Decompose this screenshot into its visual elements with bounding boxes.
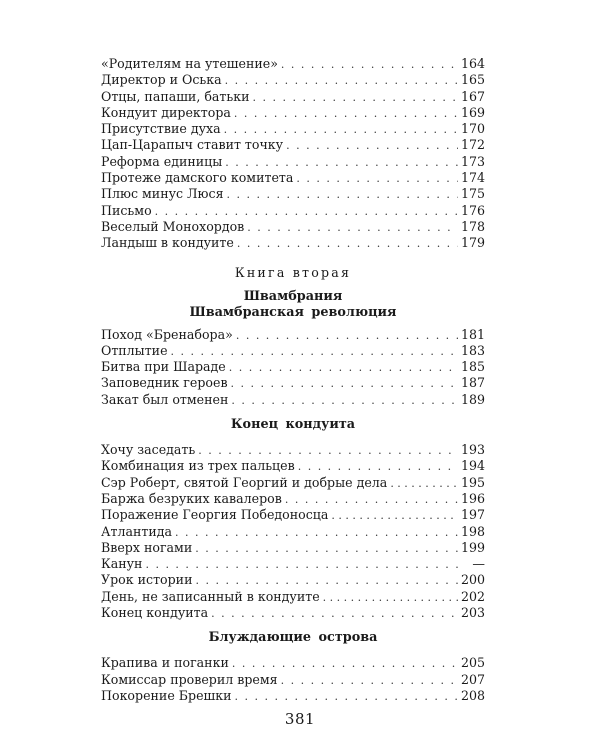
toc-block-1 (101, 56, 485, 252)
dot-leader (236, 328, 458, 343)
dot-leader (237, 236, 458, 251)
toc-entry-page: 164 (460, 56, 485, 71)
dot-leader (285, 492, 458, 507)
toc-entry-page: 175 (460, 186, 485, 202)
toc-entry-page: 198 (460, 523, 485, 539)
toc-entry (101, 507, 485, 523)
part-heading: Швамбрания (243, 288, 343, 304)
dot-leader (390, 476, 458, 491)
toc-entry-page: 183 (460, 342, 485, 358)
dot-leader (323, 590, 458, 605)
dot-leader (298, 459, 458, 474)
spacer (101, 408, 485, 417)
toc-entry-page: 199 (460, 539, 485, 555)
dot-leader (331, 508, 458, 523)
toc-entry (101, 121, 485, 137)
toc-entry-page: 179 (460, 235, 485, 251)
dot-leader (296, 171, 458, 186)
toc-entry (101, 327, 485, 343)
toc-entry-title: Баржа безруких кавалеров (101, 490, 282, 506)
toc-entry-page: 195 (460, 474, 485, 490)
toc-entry-page: 176 (460, 202, 485, 218)
dot-leader (229, 360, 458, 375)
toc-entry (101, 605, 485, 621)
toc-entry-page: 185 (460, 359, 485, 375)
toc-entry-page: 202 (460, 588, 485, 604)
toc-entry-title: Кондуит директора (101, 104, 231, 120)
toc-entry-title: Отплытие (101, 342, 168, 358)
toc-entry-page: 203 (460, 605, 485, 621)
toc-entry (101, 392, 485, 408)
dot-leader (211, 606, 458, 621)
toc-entry-page: 170 (460, 121, 485, 137)
toc-entry-title: Хочу заседать (101, 442, 196, 458)
toc-entry-page: 207 (460, 671, 485, 687)
toc-entry (101, 475, 485, 491)
dot-leader (225, 73, 458, 88)
toc-entry (101, 235, 485, 251)
section-heading: Швамбранская революция (189, 304, 397, 320)
dot-leader (247, 220, 458, 235)
toc-entry (101, 137, 485, 153)
toc-entry-title: Заповедник героев (101, 375, 228, 391)
toc-entry (101, 72, 485, 88)
toc-entry-title: Закат был отменен (101, 391, 229, 407)
dot-leader (224, 122, 458, 137)
toc-entry (101, 540, 485, 556)
toc-entry-title: Сэр Роберт, святой Георгий и добрые дела (101, 474, 388, 490)
toc-section-1 (101, 327, 485, 408)
dot-leader (281, 57, 458, 72)
toc-entry (101, 56, 485, 72)
toc-entry-title: Плюс минус Люся (101, 186, 224, 202)
toc-entry (101, 442, 485, 458)
toc-entry-title: Протеже дамского комитета (101, 170, 294, 186)
spacer (101, 433, 485, 442)
toc-entry (101, 219, 485, 235)
toc-entry-page: 174 (460, 170, 485, 186)
toc-entry-title: Ландыш в кондуите (101, 235, 234, 251)
toc-entry-title: Директор и Оська (101, 72, 222, 88)
toc-entry-page: 169 (460, 104, 485, 120)
dot-leader (232, 656, 458, 671)
dot-leader (171, 344, 458, 359)
toc-entry-page: 200 (460, 572, 485, 588)
toc-section-3 (101, 655, 485, 704)
toc-entry-title: Урок истории (101, 572, 193, 588)
toc-entry-title: Поражение Георгия Победоносца (101, 507, 329, 523)
spacer (101, 646, 485, 655)
toc-entry-page: 193 (460, 442, 485, 458)
toc-entry-title: Вверх ногами (101, 539, 193, 555)
toc-section-2 (101, 442, 485, 621)
toc-entry (101, 359, 485, 375)
toc-entry-page: 173 (460, 153, 485, 169)
toc-entry (101, 154, 485, 170)
section-heading: Конец кондуита (230, 417, 356, 433)
toc-entry-title: Письмо (101, 202, 152, 218)
page-number: 381 (284, 710, 316, 728)
toc-entry-page: 165 (460, 72, 485, 88)
toc-entry (101, 572, 485, 588)
spacer (101, 621, 485, 630)
toc-entry (101, 672, 485, 688)
dot-leader (195, 541, 458, 556)
dot-leader (155, 204, 458, 219)
toc-entry-title: Отцы, папаши, батьки (101, 88, 250, 104)
dot-leader (286, 138, 458, 153)
toc-entry-page: 178 (460, 218, 485, 234)
toc-entry-page: 197 (460, 507, 485, 523)
toc-entry (101, 655, 485, 671)
toc-entry-title: Поход «Бренабора» (101, 326, 233, 342)
dot-leader (253, 90, 458, 105)
toc-entry (101, 375, 485, 391)
dot-leader (198, 443, 458, 458)
dot-leader (225, 155, 458, 170)
toc-entry (101, 203, 485, 219)
toc-entry (101, 170, 485, 186)
toc-entry-page: 187 (460, 375, 485, 391)
dot-leader (231, 393, 458, 408)
table-of-contents (101, 56, 485, 704)
toc-entry (101, 524, 485, 540)
toc-entry (101, 688, 485, 704)
toc-entry-page: 181 (460, 326, 485, 342)
toc-entry-title: Битва при Шараде (101, 359, 226, 375)
toc-entry (101, 589, 485, 605)
toc-entry (101, 491, 485, 507)
toc-entry (101, 458, 485, 474)
toc-entry-title: Комбинация из трех пальцев (101, 458, 295, 474)
toc-entry-page: 167 (460, 88, 485, 104)
toc-entry-title: Цап-Царапыч ставит точку (101, 137, 284, 153)
toc-entry-page: 172 (460, 137, 485, 153)
toc-entry-title: Крапива и поганки (101, 655, 229, 671)
dot-leader (145, 557, 460, 572)
toc-entry (101, 105, 485, 121)
dot-leader (175, 525, 458, 540)
toc-entry-title: Покорение Брешки (101, 687, 232, 703)
dot-leader (234, 106, 458, 121)
toc-entry (101, 89, 485, 105)
dot-leader (227, 187, 458, 202)
toc-entry-title: Присутствие духа (101, 121, 221, 137)
dot-leader (231, 376, 458, 391)
dot-leader (195, 573, 457, 588)
toc-entry-title: Канун (101, 556, 143, 572)
dot-leader (281, 673, 458, 688)
toc-entry-page: 205 (460, 655, 485, 671)
toc-entry-page: 196 (460, 490, 485, 506)
toc-entry-title: Комиссар проверил время (101, 671, 278, 687)
toc-entry-title: «Родителям на утешение» (101, 56, 278, 71)
toc-entry-title: Конец кондуита (101, 605, 209, 621)
toc-entry-title: Атлантида (101, 523, 173, 539)
section-heading: Блуждающие острова (208, 630, 378, 646)
toc-entry-title: День, не записанный в кондуите (101, 588, 320, 604)
toc-entry (101, 186, 485, 202)
toc-entry (101, 556, 485, 572)
toc-entry-page: — (472, 556, 485, 572)
toc-entry (101, 343, 485, 359)
toc-entry-page: 208 (460, 687, 485, 703)
toc-entry-page: 189 (460, 391, 485, 407)
dot-leader (235, 689, 458, 704)
toc-entry-page: 194 (460, 458, 485, 474)
toc-entry-title: Веселый Монохордов (101, 218, 245, 234)
toc-entry-title: Реформа единицы (101, 153, 223, 169)
book-heading: Книга вторая (234, 264, 352, 280)
